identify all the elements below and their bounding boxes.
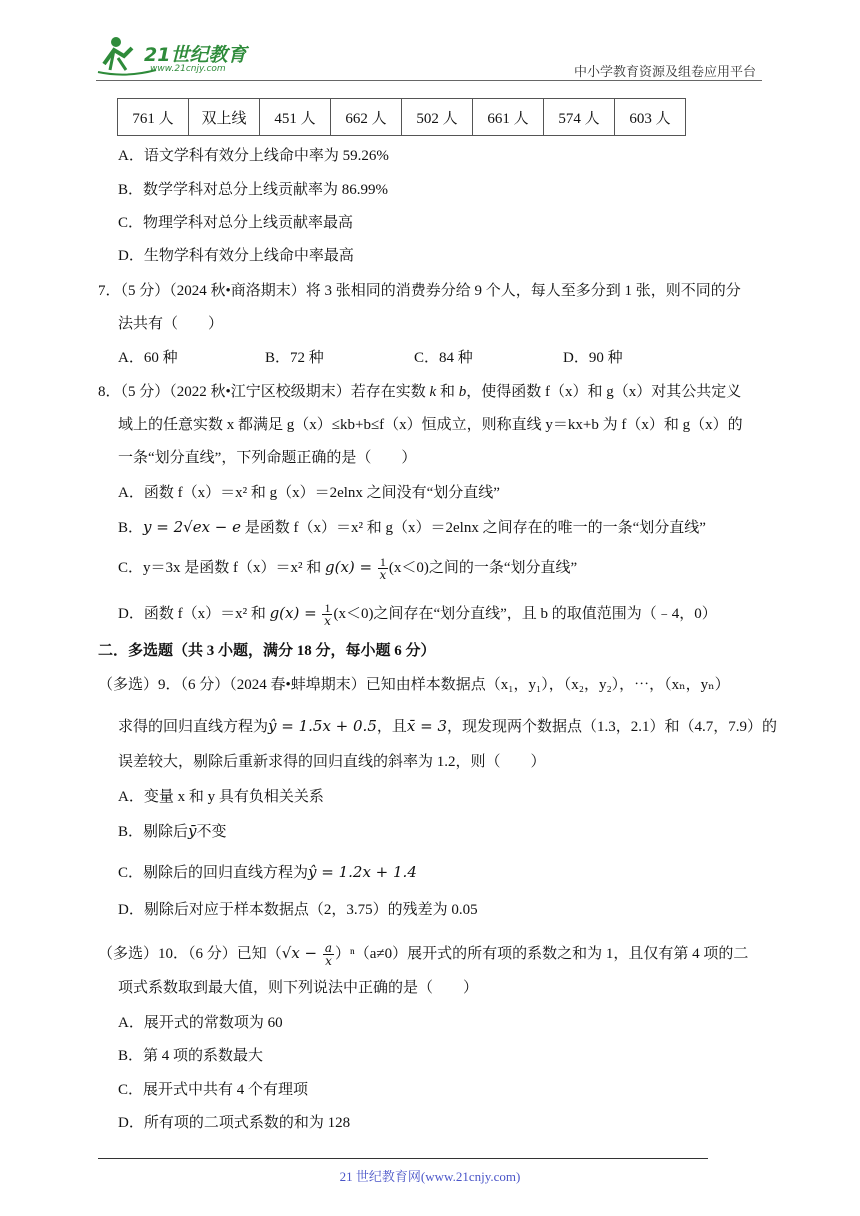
q8-stem-line1: 8．（5 分）（2022 秋•江宁区校级期末）若存在实数 k 和 b，使得函数 f（x）和 g（x）对其公共定义 bbox=[98, 384, 742, 400]
q8-stem-line3: 一条“划分直线”，下列命题正确的是（ ） bbox=[118, 450, 417, 466]
q7-stem-line2: 法共有（ ） bbox=[118, 316, 224, 332]
table-cell: 662 人 bbox=[331, 99, 402, 136]
header-divider bbox=[96, 80, 762, 81]
table-cell: 574 人 bbox=[544, 99, 615, 136]
q10-option-d: D．所有项的二项式系数的和为 128 bbox=[118, 1115, 351, 1131]
q8-option-c: C．y＝3x 是函数 f（x）＝x² 和 g(x) = $\frac{1}{x}$ (x＜0)之间的一条“划分直线” bbox=[118, 555, 578, 582]
q8-option-a: A．函数 f（x）＝x² 和 g（x）＝2elnx 之间没有“划分直线” bbox=[118, 485, 500, 501]
q8-option-b: B．y = 2√ex − e 是函数 f（x）＝x² 和 g（x）＝2elnx 之间存在的唯一的一条“划分直线” bbox=[118, 518, 706, 536]
table-cell: 661 人 bbox=[473, 99, 544, 136]
logo-url: www.21cnjy.com bbox=[150, 64, 226, 74]
q6-option-a: A．语文学科有效分上线命中率为 59.26% bbox=[118, 148, 389, 164]
q10-option-c: C．展开式中共有 4 个有理项 bbox=[118, 1082, 309, 1098]
fraction: $\frac{a}{x}$ bbox=[324, 941, 333, 968]
q10-option-a: A．展开式的常数项为 60 bbox=[118, 1015, 283, 1031]
table-cell: 451 人 bbox=[260, 99, 331, 136]
q9-option-a: A．变量 x 和 y 具有负相关关系 bbox=[118, 789, 324, 805]
q9-stem-line2: 求得的回归直线方程为ŷ = 1.5x + 0.5，且x̄ = 3，现发现两个数据点（1.3，2.1）和（4.7，7.9）的 bbox=[118, 717, 778, 735]
q10-option-b: B．第 4 项的系数最大 bbox=[118, 1048, 264, 1064]
q6-option-c: C．物理学科对总分上线贡献率最高 bbox=[118, 215, 354, 231]
q10-stem-line2: 项式系数取到最大值，则下列说法中正确的是（ ） bbox=[118, 980, 479, 996]
score-table bbox=[117, 98, 686, 136]
q9-option-d: D．剔除后对应于样本数据点（2，3.75）的残差为 0.05 bbox=[118, 902, 478, 918]
q7-option-a: A．60 种 bbox=[118, 350, 178, 366]
q7-option-d: D．90 种 bbox=[563, 350, 623, 366]
q10-stem-line1: （多选）10．（6 分）已知（√x − $\frac{a}{x}$ ）ⁿ（a≠0）展开式的所有项的系数之和为 1，且仅有第 4 项的二 bbox=[98, 941, 749, 968]
q8-stem-line2: 域上的任意实数 x 都满足 g（x）≤kb+b≤f（x）恒成立，则称直线 y＝kx+b 为 f（x）和 g（x）的 bbox=[118, 417, 743, 433]
q9-option-b: B．剔除后ȳ不变 bbox=[118, 822, 227, 840]
fraction: $\frac{1}{x}$ bbox=[324, 601, 331, 628]
q6-option-b: B．数学学科对总分上线贡献率为 86.99% bbox=[118, 182, 389, 198]
fraction: $\frac{1}{x}$ bbox=[379, 555, 387, 582]
footer-divider bbox=[98, 1158, 708, 1159]
table-cell: 双上线 bbox=[189, 99, 260, 136]
site-logo bbox=[96, 34, 256, 78]
section-heading: 二．多选题（共 3 小题，满分 18 分，每小题 6 分） bbox=[98, 643, 436, 659]
q9-stem-line3: 误差较大，剔除后重新求得的回归直线的斜率为 1.2，则（ ） bbox=[118, 754, 546, 770]
header-platform-name: 中小学教育资源及组卷应用平台 bbox=[573, 64, 756, 79]
q6-option-d: D．生物学科有效分上线命中率最高 bbox=[118, 248, 354, 264]
q7-option-c: C．84 种 bbox=[414, 350, 473, 366]
q7-stem-line1: 7．（5 分）（2024 秋•商洛期末）将 3 张相同的消费券分给 9 个人，每人至多分到 1 张，则不同的分 bbox=[98, 283, 741, 299]
table-row bbox=[118, 99, 686, 136]
logo-text: 21世纪教育 bbox=[144, 44, 247, 66]
table-cell: 761 人 bbox=[118, 99, 189, 136]
q8-option-d: D．函数 f（x）＝x² 和 g(x) = $\frac{1}{x}$ (x＜0)之间存在“划分直线”，且 b 的取值范围为（﹣4，0） bbox=[118, 601, 717, 628]
table-cell: 502 人 bbox=[402, 99, 473, 136]
q9-option-c: C．剔除后的回归直线方程为ŷ = 1.2x + 1.4 bbox=[118, 863, 417, 881]
table-cell: 603 人 bbox=[615, 99, 686, 136]
q7-option-b: B．72 种 bbox=[265, 350, 324, 366]
q9-stem-line1: （多选）9．（6 分）（2024 春•蚌埠期末）已知由样本数据点（x₁，y₁），（x₂，y₂），⋯，（xₙ，yₙ） bbox=[98, 677, 730, 693]
footer-text: 21 世纪教育网(www.21cnjy.com) bbox=[339, 1169, 521, 1184]
